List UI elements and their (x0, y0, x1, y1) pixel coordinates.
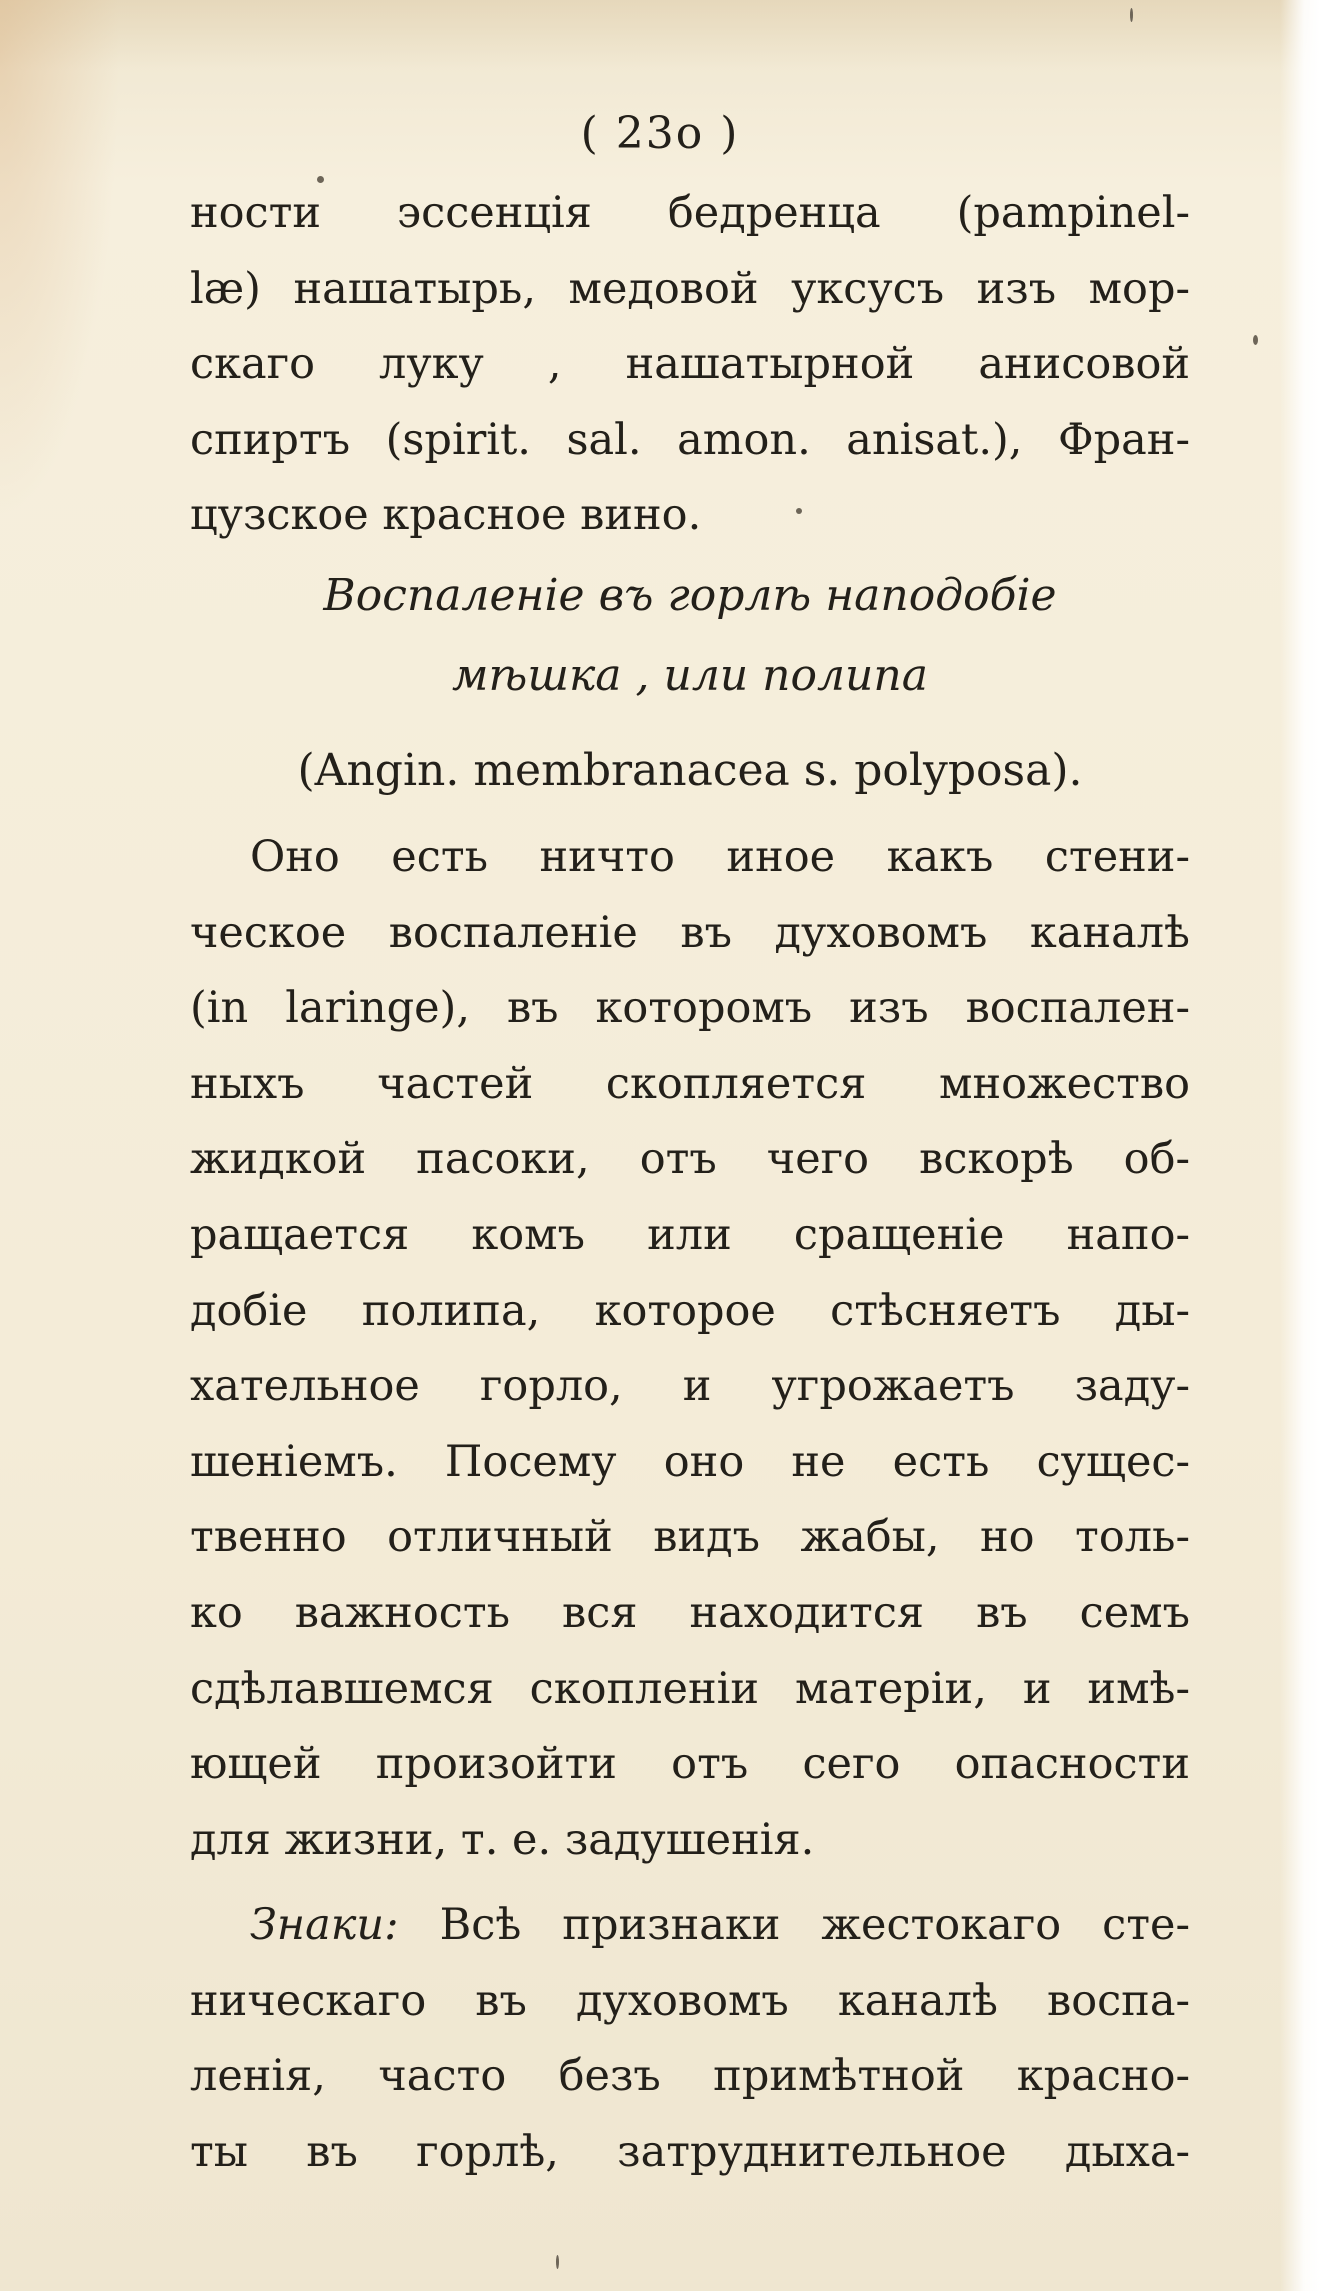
text-line: ническаго въ духовомъ каналѣ воспа- (190, 1975, 1190, 2026)
definition-paragraph (190, 820, 1190, 1878)
text-line: ющей произойти отъ сего опасности (190, 1739, 1190, 1790)
text-line: сдѣлавшемся скопленіи матеріи, и имѣ- (190, 1663, 1190, 1714)
text-line: шеніемъ. Посему оно не есть сущес- (190, 1436, 1190, 1487)
latin-name: (Angin. membranacea s. polyposa). (297, 744, 1083, 796)
text-line: læ) нашатырь, медовой уксусъ изъ мор- (190, 263, 1190, 314)
signs-paragraph (190, 1888, 1190, 2190)
page-number: ( 23о ) (580, 108, 740, 159)
text-line: ращается комъ или сращеніе напо- (190, 1209, 1190, 1260)
text-line: ко важность вся находится въ семъ (190, 1587, 1190, 1638)
section-heading-line-1: Воспаленіе въ горлѣ наподобіе (323, 569, 1057, 621)
text-line: ческое воспаленіе въ духовомъ каналѣ (190, 907, 1190, 958)
text-line: жидкой пасоки, отъ чего вскорѣ об- (190, 1134, 1190, 1185)
text-line: ности эссенція бедренца (pampinel- (190, 188, 1190, 238)
text-line: спиртъ (spirit. sal. amon. anisat.), Фран- (190, 414, 1190, 465)
text-line: добіе полипа, которое стѣсняетъ ды- (190, 1285, 1190, 1336)
text-line: ныхъ частей скопляется множество (190, 1058, 1190, 1109)
page-text (190, 176, 1190, 2191)
text-line: ленія, часто безъ примѣтной красно- (190, 2051, 1190, 2102)
ink-speck (317, 176, 324, 183)
paper-stain-left (0, 0, 120, 520)
text-line: Оно есть ничто иное какъ стени- (250, 831, 1190, 882)
text-line: хательное горло, и угрожаетъ заду- (190, 1361, 1190, 1412)
ink-speck (556, 2255, 559, 2269)
text-line: цузское красное вино. (190, 490, 702, 541)
signs-first-line: Всѣ признаки жестокаго сте- (439, 1900, 1190, 1951)
text-line: твенно отличный видъ жабы, но толь- (190, 1512, 1190, 1563)
text-line (190, 1888, 1190, 1964)
paper-stain-top (0, 0, 1320, 70)
ink-speck (796, 508, 802, 514)
text-line: (in laringe), въ которомъ изъ воспален- (190, 983, 1190, 1034)
signs-label: Знаки: (250, 1900, 399, 1951)
section-heading-line-2: мѣшка , или полипа (452, 649, 928, 701)
text-line: для жизни, т. е. задушенія. (190, 1814, 815, 1865)
text-line: ты въ горлѣ, затруднительное дыха- (190, 2127, 1190, 2178)
text-line: скаго луку , нашатырной анисовой (190, 339, 1190, 390)
ink-speck (1130, 8, 1133, 22)
continuation-paragraph (190, 176, 1190, 554)
ink-speck (1253, 335, 1258, 345)
page-edge (1280, 0, 1320, 2291)
